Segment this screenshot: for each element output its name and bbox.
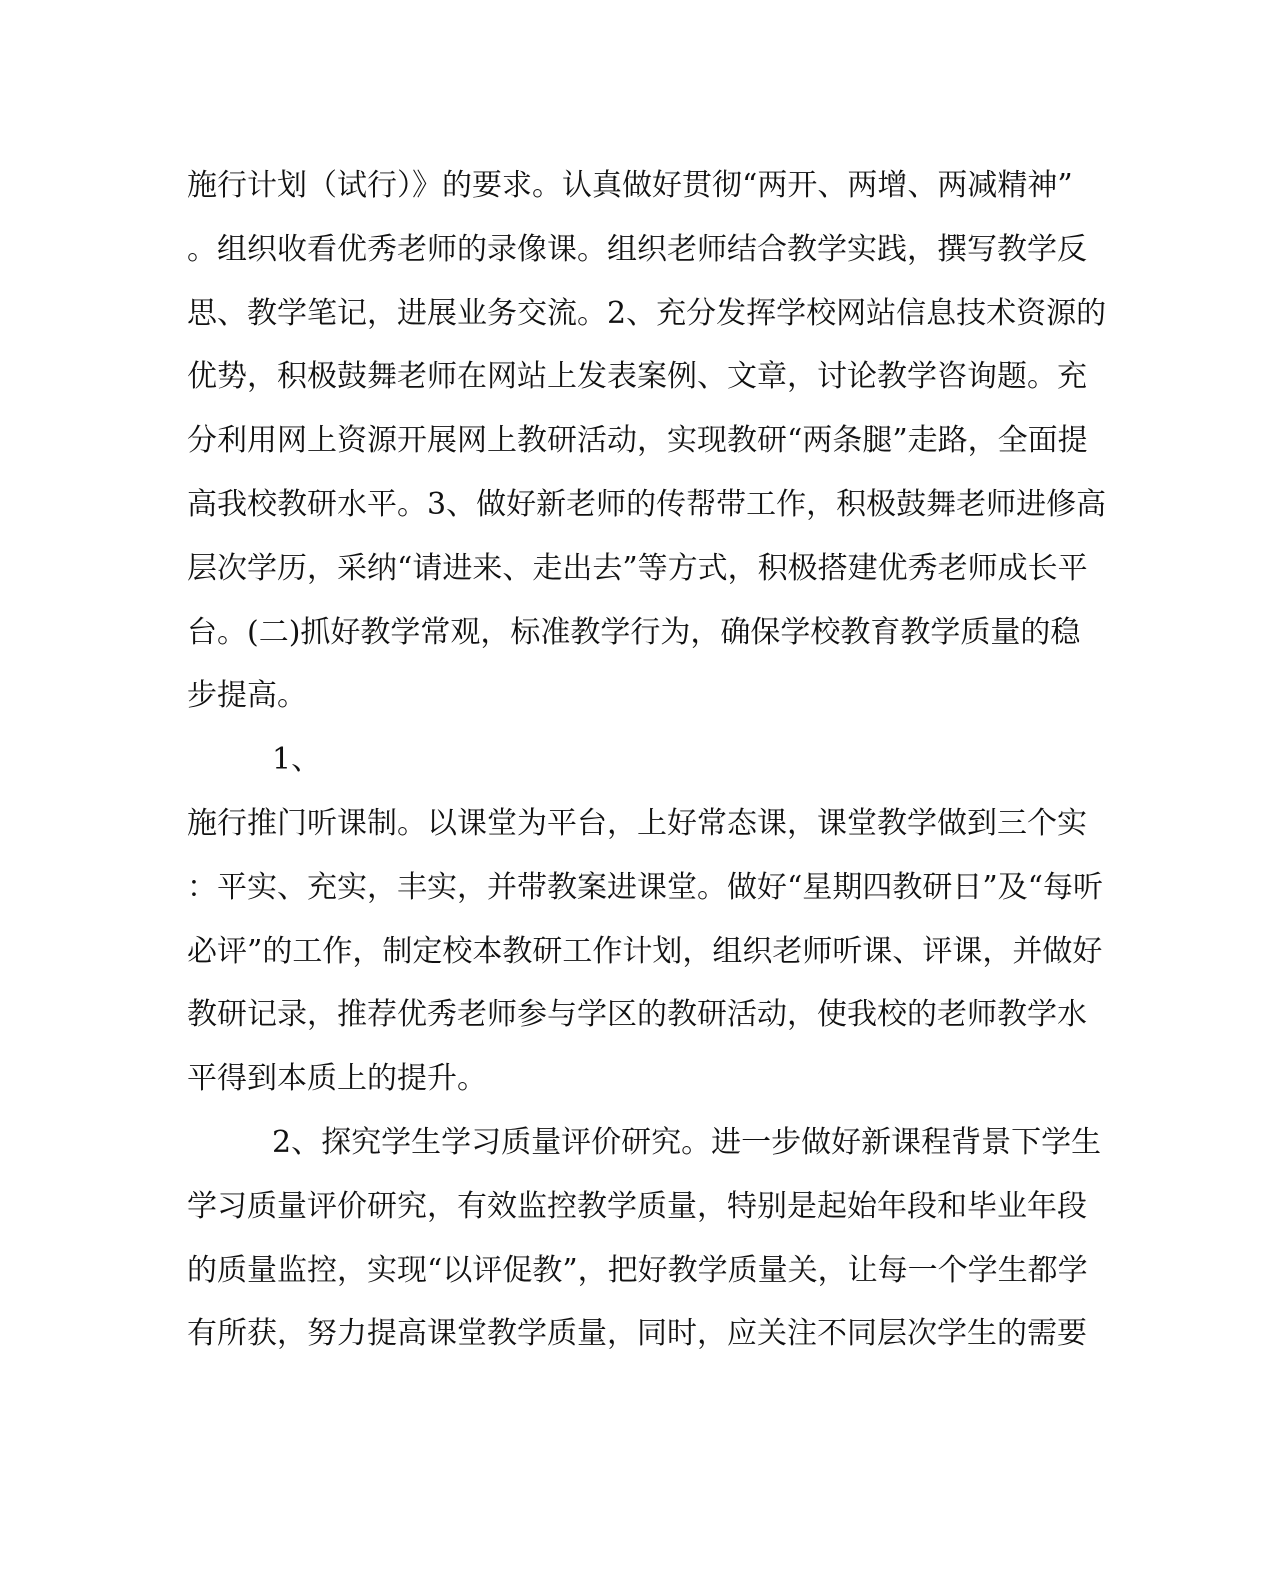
text-line: 2、探究学生学习质量评价研究。进一步做好新课程背景下学生 <box>272 1124 1102 1160</box>
text-line: 台。(二)抓好教学常观，标准教学行为，确保学校教育教学质量的稳 <box>187 614 1081 650</box>
text-line: 的质量监控，实现“以评促教”，把好教学质量关，让每一个学生都学 <box>187 1252 1088 1288</box>
text-line: ：平实、充实，丰实，并带教案进课堂。做好“星期四教研日”及“每听 <box>187 869 1104 905</box>
text-line: 优势，积极鼓舞老师在网站上发表案例、文章，讨论教学咨询题。充 <box>187 359 1087 395</box>
text-line: 层次学历，采纳“请进来、走出去”等方式，积极搭建优秀老师成长平 <box>187 550 1088 586</box>
document-body <box>187 154 1107 1366</box>
text-line: 思、教学笔记，进展业务交流。2、充分发挥学校网站信息技术资源的 <box>187 295 1107 331</box>
text-line: 教研记录，推荐优秀老师参与学区的教研活动，使我校的老师教学水 <box>187 997 1087 1033</box>
list-number: 1、 <box>272 742 322 778</box>
text-line: 施行推门听课制。以课堂为平台，上好常态课，课堂教学做到三个实 <box>187 805 1087 841</box>
text-line: 高我校教研水平。3、做好新老师的传帮带工作，积极鼓舞老师进修高 <box>187 486 1107 522</box>
text-line: 施行计划（试行）》的要求。认真做好贯彻“两开、两增、两减精神” <box>187 168 1073 203</box>
text-line: 必评”的工作，制定校本教研工作计划，组织老师听课、评课，并做好 <box>187 933 1103 969</box>
text-line: 分利用网上资源开展网上教研活动，实现教研“两条腿”走路，全面提 <box>187 423 1088 459</box>
text-line: 。组织收看优秀老师的录像课。组织老师结合教学实践，撰写教学反 <box>187 231 1087 267</box>
text-line: 平得到本质上的提升。 <box>187 1061 487 1097</box>
text-line: 学习质量评价研究，有效监控教学质量，特别是起始年段和毕业年段 <box>187 1188 1087 1224</box>
text-line: 有所获，努力提高课堂教学质量，同时，应关注不同层次学生的需要 <box>187 1316 1087 1352</box>
text-line: 步提高。 <box>187 678 307 714</box>
